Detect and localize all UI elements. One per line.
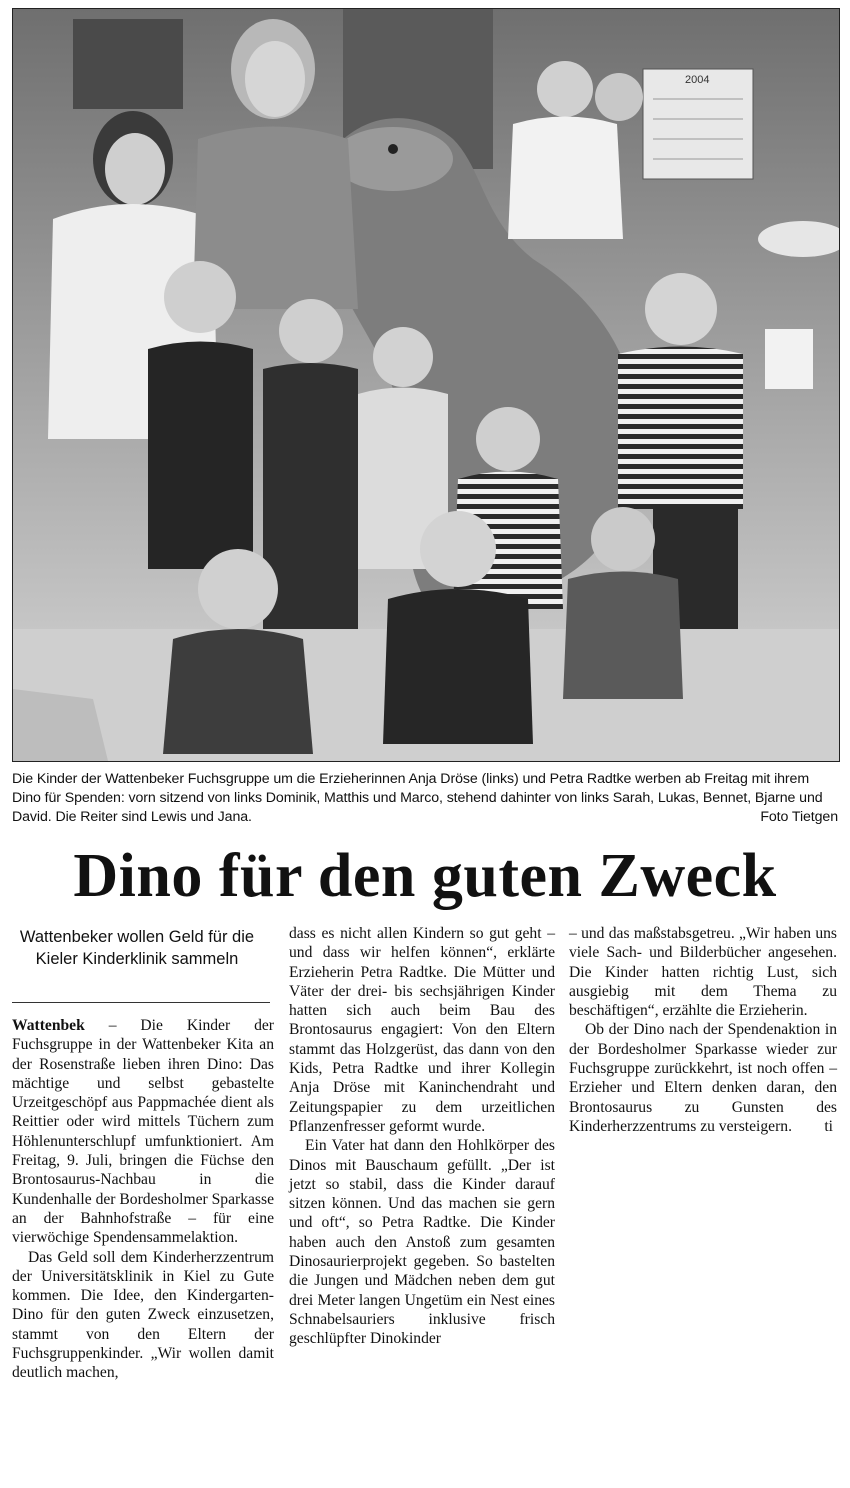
paragraph-1 xyxy=(12,1016,274,1248)
dateline: Wattenbek xyxy=(12,1017,85,1034)
calendar-year: 2004 xyxy=(685,74,710,86)
caption-text: Die Kinder der Wattenbeker Fuchsgruppe um die Erzieherinnen Anja Dröse (links) und Petra Radtke werben ab Freitag mit ihrem Dino für Spenden: vorn sitzend von links Dominik, Matthis und Marco, stehend dahinter von links Sarah, Lukas, Bennet, Bjarne und David. Die Reiter sind Lewis und Jana. xyxy=(12,771,823,825)
photo-illustration xyxy=(13,9,839,761)
subhead-divider xyxy=(12,1002,270,1003)
paragraph-6 xyxy=(569,1020,837,1136)
paragraph-4: Ein Vater hat dann den Hohlkörper des Dinos mit Bauschaum gefüllt. „Der ist jetzt so stabil, dass die Kinder darauf sitzen können. Und das machen sie gern und oft“, so Petra Radtke. Die Kinder haben auch den Anstoß zum gesamten Dinosaurierprojekt gegeben. So bastelten die Jungen und Mädchen neben dem gut drei Meter langen Ungetüm ein Nest eines Schnabelsauriers inklusive frisch geschlüpfter Dinokinder xyxy=(289,1137,555,1348)
article-column-2 xyxy=(289,924,555,1349)
article-column-1 xyxy=(12,1016,274,1383)
paragraph-2: Das Geld soll dem Kinderherzzentrum der Universitätsklinik in Kiel zu Gute kommen. Die Idee, den Kindergarten-Dino für den guten Zweck einzusetzen, stammt von den Eltern der Fuchsgruppenkinder. „Wir wollen damit deutlich machen, xyxy=(12,1248,274,1382)
news-photo xyxy=(12,8,840,762)
headline: Dino für den guten Zweck xyxy=(73,842,777,910)
author-signature: ti xyxy=(824,1117,833,1135)
shelf xyxy=(73,19,183,109)
bucket xyxy=(765,329,813,389)
photo-caption xyxy=(12,770,838,827)
paragraph-6-text: Ob der Dino nach der Spendenaktion in der Bordesholmer Sparkasse wieder zur Fuchsgruppe zurückkehrt, ist noch offen – Erzieher und Eltern denken daran, den Brontosaurus zu Gunsten des Kinderherzzentrums zu versteigern. xyxy=(569,1021,837,1135)
paragraph-5: – und das maßstabsgetreu. „Wir haben uns viele Sach- und Bilderbücher angesehen. Die Kinder hatten richtig Lust, sich ausgiebig mit dem Thema zu beschäftigen“, erzählte die Erzieherin. xyxy=(569,925,837,1020)
paragraph-1-text: – Die Kinder der Fuchsgruppe in der Wattenbeker Kita an der Rosenstraße lieben ihren Dino: Das mächtige und selbst gebastelte Urzeitgeschöpf aus Pappmachée dient als Reittier oder wird mittels Tüchern zum Höhlenunterschlupf umfunktioniert. Am Freitag, 9. Juli, bringen die Füchse den Brontosaurus-Nachbau in die Kundenhalle der Bordesholmer Sparkasse an der Bahnhofstraße – für eine vierwöchige Spendensammelaktion. xyxy=(12,1017,274,1247)
subheadline: Wattenbeker wollen Geld für die Kieler Kinderklinik sammeln xyxy=(19,928,255,968)
child-rider-2 xyxy=(595,73,643,121)
photo-credit: Foto Tietgen xyxy=(760,809,838,825)
article-column-3 xyxy=(569,924,837,1136)
paragraph-3: dass es nicht allen Kindern so gut geht – und dass wir helfen können“, erklärte Erzieherin Petra Radtke. Die Mütter und Väter der drei- bis sechsjährigen Kinder hatten sich auch beim Bau des Brontosaurus engagiert: Von den Eltern stammt das Holzgerüst, das dann von den Kids, Petra Radtke und ihrer Kollegin Anja Dröse mit Kaninchendraht und Zeitungspapier zu dem urzeitlichen Pflanzenfresser geformt wurde. xyxy=(289,925,555,1135)
